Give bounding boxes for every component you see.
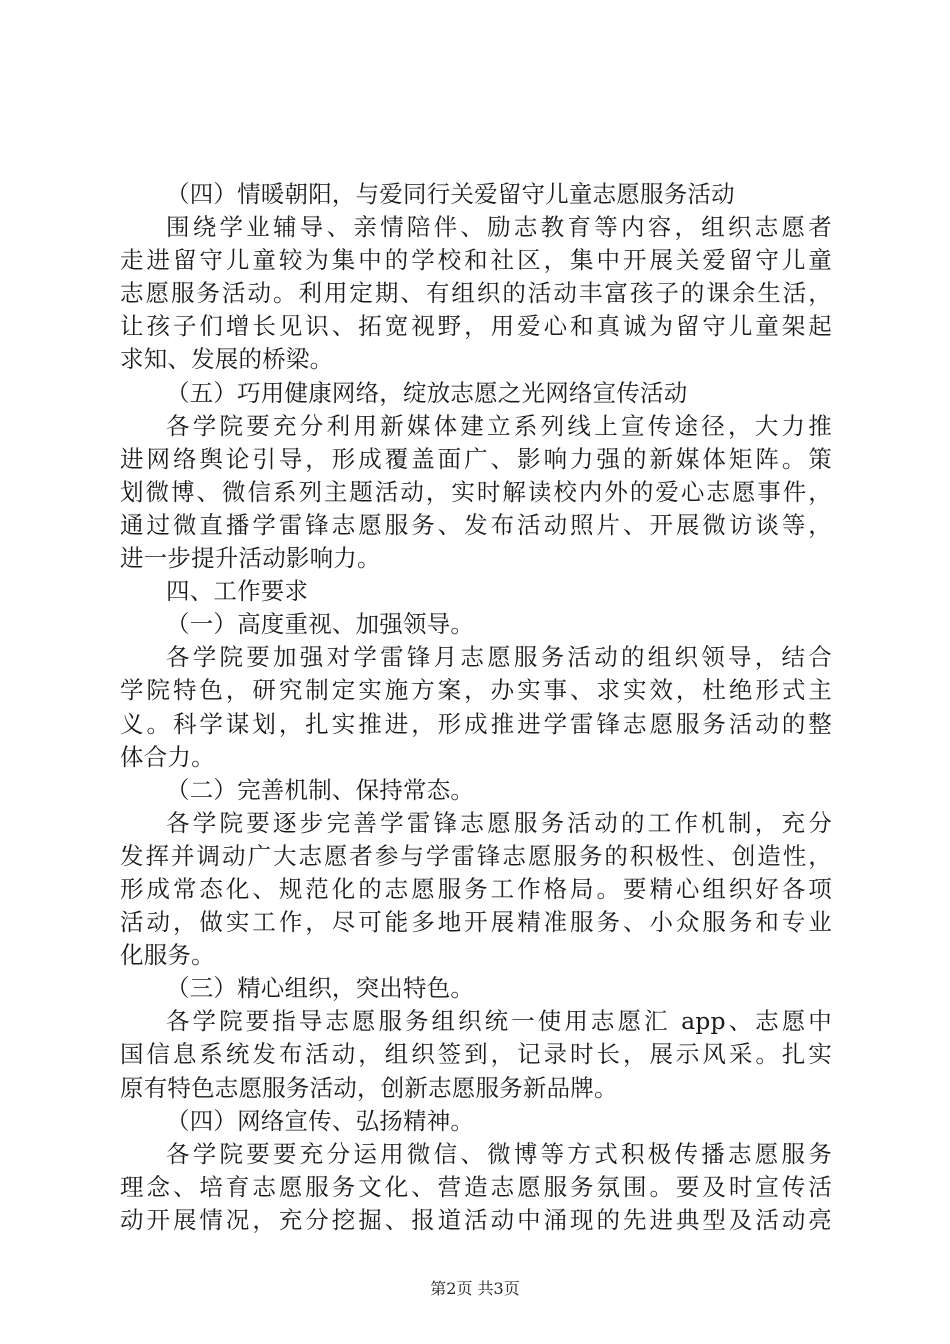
text-line: 各学院要要充分运用微信、微博等方式积极传播志愿服务 — [166, 1139, 832, 1168]
text-line: （三）精心组织，突出特色。 — [166, 974, 475, 1003]
text-line: 进一步提升活动影响力。 — [120, 544, 381, 573]
text-line: （四）网络宣传、弘扬精神。 — [166, 1106, 475, 1135]
text-line: 活动，做实工作，尽可能多地开展精准服务、小众服务和专业 — [120, 908, 832, 937]
text-line: 各学院要加强对学雷锋月志愿服务活动的组织领导，结合 — [166, 643, 832, 672]
text-line: 体合力。 — [120, 742, 215, 771]
text-line: 围绕学业辅导、亲情陪伴、励志教育等内容，组织志愿者 — [166, 213, 832, 242]
text-line: 化服务。 — [120, 941, 215, 970]
text-line: 各学院要充分利用新媒体建立系列线上宣传途径，大力推 — [166, 411, 832, 440]
text-line: 志愿服务活动。利用定期、有组织的活动丰富孩子的课余生活， — [120, 279, 832, 308]
document-body — [120, 178, 832, 1237]
text-line: 国信息系统发布活动，组织签到，记录时长，展示风采。扎实 — [120, 1040, 832, 1069]
text-line: （四）情暖朝阳，与爱同行关爱留守儿童志愿服务活动 — [166, 180, 735, 208]
text-line: 让孩子们增长见识、拓宽视野，用爱心和真诚为留守儿童架起 — [120, 312, 832, 341]
text-line: 理念、培育志愿服务文化、营造志愿服务氛围。要及时宣传活 — [120, 1172, 832, 1201]
text-line: 走进留守儿童较为集中的学校和社区，集中开展关爱留守儿童 — [120, 246, 832, 275]
text-line: 义。科学谋划，扎实推进，形成推进学雷锋志愿服务活动的整 — [120, 709, 832, 738]
text-line: （二）完善机制、保持常态。 — [166, 775, 475, 804]
text-line: 动开展情况，充分挖掘、报道活动中涌现的先进典型及活动亮 — [120, 1205, 832, 1234]
text-line: 通过微直播学雷锋志愿服务、发布活动照片、开展微访谈等， — [120, 510, 832, 539]
text-line: 发挥并调动广大志愿者参与学雷锋志愿服务的积极性、创造性， — [120, 841, 832, 870]
page-footer: 第2页 共3页 — [430, 1279, 520, 1298]
text-line: （五）巧用健康网络，绽放志愿之光网络宣传活动 — [166, 378, 688, 407]
text-line: 划微博、微信系列主题活动，实时解读校内外的爱心志愿事件， — [120, 477, 832, 506]
text-line: 学院特色，研究制定实施方案，办实事、求实效，杜绝形式主 — [120, 676, 832, 705]
text-line: 形成常态化、规范化的志愿服务工作格局。要精心组织好各项 — [120, 874, 832, 903]
text-line: 四、工作要求 — [166, 577, 309, 606]
text-line: 求知、发展的桥梁。 — [120, 345, 334, 374]
text-line: 原有特色志愿服务活动，创新志愿服务新品牌。 — [120, 1073, 618, 1102]
text-line: （一）高度重视、加强领导。 — [166, 610, 475, 639]
text-line: 进网络舆论引导，形成覆盖面广、影响力强的新媒体矩阵。策 — [120, 444, 832, 473]
text-line: 各学院要指导志愿服务组织统一使用志愿汇 app、志愿中 — [166, 1007, 832, 1036]
text-line: 各学院要逐步完善学雷锋志愿服务活动的工作机制，充分 — [166, 808, 832, 837]
